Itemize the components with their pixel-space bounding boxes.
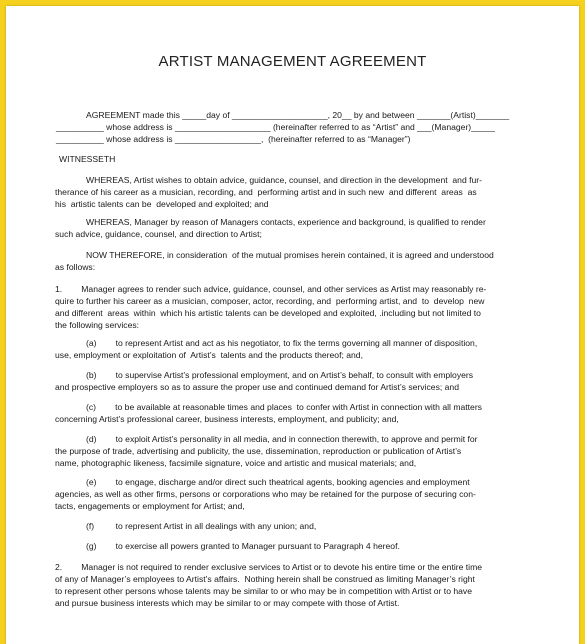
text-line: 2. Manager is not required to render exclusive services to Artist or to devote his entire time or the entire time [55, 562, 483, 572]
text-line: agencies, as well as other firms, persons or corporations who may be retained for the purpose of securing con- [55, 489, 476, 499]
text-line: the following services: [55, 320, 140, 330]
text-line: to represent other persons whose talents may be similar to or who may be in competition with Artist or to have [55, 586, 472, 596]
text-line: __________ whose address is __________________, (hereinafter referred to as “Manager”) [56, 134, 411, 144]
text-line: WHEREAS, Artist wishes to obtain advice, guidance, counsel, and direction in the development and fur- [86, 175, 483, 185]
text-line: WHEREAS, Manager by reason of Managers contacts, experience and background, is qualified to render [86, 217, 486, 227]
text-line: AGREEMENT made this _____day of ____________________, 20__ by and between _______(Artist)_______ [86, 110, 510, 120]
text-line: therance of his career as a musician, recording, and performing artist and in such new and different areas as [55, 187, 477, 197]
text-line: __________ whose address is ____________________ (hereinafter referred to as “Artist” and ___(Manager)_____ [56, 122, 496, 132]
text-line: tacts, engagements or employment for Artist; and, [55, 501, 245, 511]
text-line: (c) to be available at reasonable times and places to confer with Artist in connection with all matters [86, 402, 482, 412]
text-line: and pursue business interests which may be similar to or may compete with those of Artist. [55, 598, 400, 608]
text-line: NOW THEREFORE, in consideration of the mutual promises herein contained, it is agreed and understood [86, 250, 494, 260]
text-line: (g) to exercise all powers granted to Manager pursuant to Paragraph 4 hereof. [86, 541, 400, 551]
text-line: quire to further his career as a musician, composer, actor, recording, and performing artist, and to develop new [55, 296, 485, 306]
text-line: of any of Manager’s employees to Artist’s affairs. Nothing herein shall be construed as limiting Manager’s right [55, 574, 475, 584]
text-line: as follows: [55, 262, 96, 272]
text-line: (e) to engage, discharge and/or direct such theatrical agents, booking agencies and employment [86, 477, 470, 487]
text-line: (f) to represent Artist in all dealings with any union; and, [86, 521, 317, 531]
page-title: ARTIST MANAGEMENT AGREEMENT [158, 53, 427, 70]
text-line: 1. Manager agrees to render such advice, guidance, counsel, and other services as Artist may reasonably re- [55, 284, 487, 294]
text-line: his artistic talents can be developed and exploited; and [55, 199, 269, 209]
text-line: (a) to represent Artist and act as his negotiator, to fix the terms governing all manner of disposition, [86, 338, 478, 348]
text-line: such advice, guidance, counsel, and direction to Artist; [55, 229, 262, 239]
text-line: the purpose of trade, advertising and publicity, the use, dissemination, reproduction or publication of Artist’s [55, 446, 462, 456]
document-page [6, 6, 579, 644]
text-line: use, employment or exploitation of Artist’s talents and the products thereof; and, [55, 350, 363, 360]
text-line: and prospective employers so as to assure the proper use and continued demand for Artist’s services; and [55, 382, 459, 392]
section-heading: WITNESSETH [59, 154, 116, 164]
text-line: (d) to exploit Artist’s personality in all media, and in connection therewith, to approve and permit for [86, 434, 478, 444]
text-line: name, photographic likeness, facsimile signature, voice and artistic and musical materials; and, [55, 458, 417, 468]
text-line: and different areas within which his artistic talents can be developed and exploited, .including but not limited to [55, 308, 481, 318]
text-line: (b) to supervise Artist’s professional employment, and on Artist’s behalf, to consult with employers [86, 370, 474, 380]
text-line: concerning Artist’s professional career, business interests, employment, and publicity; and, [55, 414, 399, 424]
